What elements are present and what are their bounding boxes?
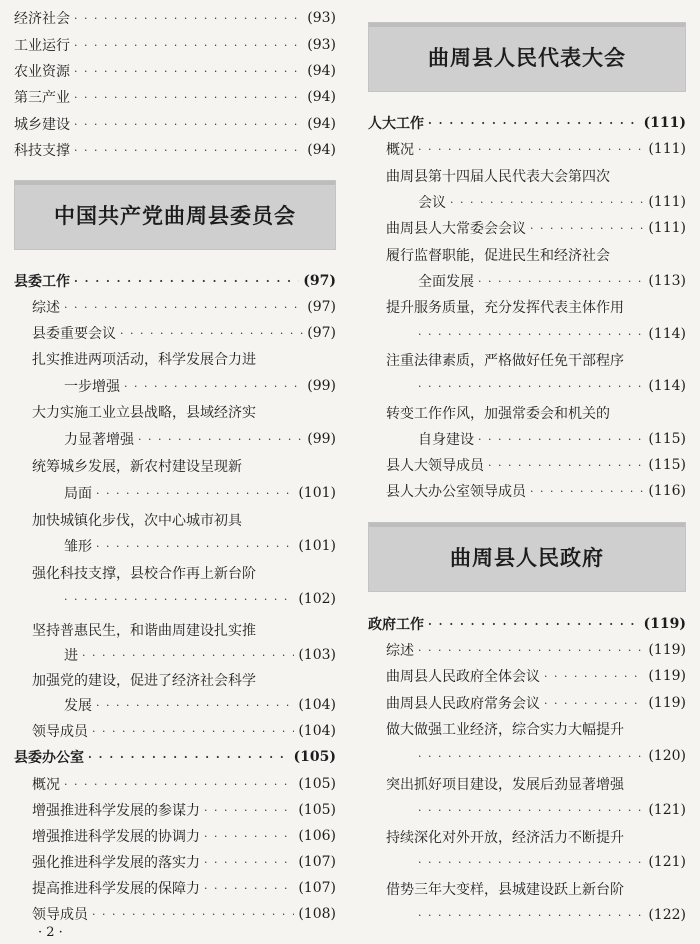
page-number: (114) (648, 378, 686, 394)
page-number: (97) (303, 273, 336, 289)
page-number: (94) (307, 116, 336, 132)
toc-entry[interactable] (368, 426, 686, 452)
leader-dots (418, 380, 644, 393)
page-number: (106) (298, 828, 336, 844)
toc-entry[interactable] (14, 533, 336, 559)
page-number: (103) (298, 647, 336, 663)
leader-dots (120, 327, 303, 340)
toc-entry[interactable] (14, 84, 336, 110)
entry-label: 县人大办公室领导成员 (386, 484, 526, 500)
page-number: (119) (648, 695, 686, 711)
page-number: (99) (307, 431, 336, 447)
leader-dots (488, 459, 644, 472)
leader-dots (478, 275, 644, 288)
page-number: (116) (648, 483, 686, 499)
toc-entry[interactable] (14, 426, 336, 452)
leader-dots (96, 699, 294, 712)
leader-dots (204, 856, 294, 869)
toc-section-heading[interactable] (368, 110, 686, 136)
leader-dots (544, 697, 644, 710)
page-number: (97) (307, 325, 336, 341)
leader-dots (418, 804, 644, 817)
toc-entry[interactable] (368, 743, 686, 769)
entry-label-line1[interactable]: 履行监督职能，促进民生和经济社会 (386, 248, 610, 264)
leader-dots (82, 649, 294, 662)
toc-entry[interactable] (14, 32, 336, 58)
toc-entry[interactable] (14, 5, 336, 31)
leader-dots (478, 433, 644, 446)
page-number-footer: · 2 · (38, 925, 63, 940)
page-number: (115) (648, 431, 686, 447)
toc-entry[interactable] (14, 137, 336, 163)
entry-label: 县人大领导成员 (386, 458, 484, 474)
entry-label-line2: 全面发展 (418, 274, 474, 290)
leader-dots (544, 670, 644, 683)
page-number: (115) (648, 457, 686, 473)
entry-label: 概况 (32, 777, 60, 793)
entry-label-line1[interactable]: 提升服务质量，充分发挥代表主体作用 (386, 300, 624, 316)
leader-dots (204, 882, 294, 895)
toc-entry[interactable] (368, 321, 686, 347)
section-title: 人大工作 (368, 116, 424, 132)
entry-label: 县委重要会议 (32, 326, 116, 342)
toc-entry[interactable] (14, 771, 336, 797)
toc-entry[interactable] (14, 320, 336, 346)
leader-dots (92, 725, 294, 738)
page-number: (94) (307, 142, 336, 158)
toc-entry[interactable] (368, 373, 686, 399)
entry-label-line2: 一步增强 (64, 379, 120, 395)
entry-label: 提高推进科学发展的保障力 (32, 881, 200, 897)
page-number: (108) (298, 906, 336, 922)
toc-entry[interactable] (368, 268, 686, 294)
section-title: 县委工作 (14, 274, 70, 290)
entry-label: 领导成员 (32, 907, 88, 923)
toc-entry[interactable] (14, 875, 336, 901)
entry-label-line2: 雏形 (64, 539, 92, 555)
page-number: (101) (298, 538, 336, 554)
leader-dots (74, 39, 303, 52)
toc-entry[interactable] (14, 111, 336, 137)
toc-entry[interactable] (14, 849, 336, 875)
entry-label: 城乡建设 (14, 117, 70, 133)
page-number: (113) (648, 273, 686, 289)
entry-label: 综述 (32, 300, 60, 316)
page-number: (121) (648, 802, 686, 818)
toc-entry[interactable] (368, 690, 686, 716)
toc-entry[interactable] (14, 294, 336, 320)
page-number: (119) (648, 642, 686, 658)
toc-entry[interactable] (368, 849, 686, 875)
page-number: (119) (643, 616, 686, 632)
page-number: (93) (307, 37, 336, 53)
leader-dots (74, 144, 303, 157)
leader-dots (418, 644, 644, 657)
toc-entry[interactable] (14, 642, 336, 668)
section-banner: 曲周县人民政府 (368, 522, 686, 592)
toc-entry[interactable] (368, 215, 686, 241)
entry-label-line1[interactable]: 扎实推进两项活动，科学发展合力进 (32, 352, 256, 368)
page-number: (107) (298, 854, 336, 870)
leader-dots (418, 856, 644, 869)
entry-label-line2: 会议 (418, 195, 446, 211)
leader-dots (74, 118, 303, 131)
leader-dots (530, 222, 644, 235)
page-number: (119) (648, 668, 686, 684)
section-title: 县委办公室 (14, 750, 84, 766)
entry-label-line2: 发展 (64, 698, 92, 714)
page-number: (101) (298, 485, 336, 501)
page-number: (104) (298, 723, 336, 739)
toc-section-heading[interactable] (368, 611, 686, 637)
toc-entry[interactable] (368, 189, 686, 215)
entry-label-line1[interactable]: 统筹城乡发展，新农村建设呈现新 (32, 459, 242, 475)
entry-label-line2: 自身建设 (418, 432, 474, 448)
page-number: (94) (307, 89, 336, 105)
entry-label: 综述 (386, 643, 414, 659)
page-number: (105) (298, 776, 336, 792)
entry-label-line1[interactable]: 强化科技支撑，县校合作再上新台阶 (32, 566, 256, 582)
page-number: (107) (298, 880, 336, 896)
entry-label-line1[interactable]: 持续深化对外开放，经济活力不断提升 (386, 830, 624, 846)
leader-dots (428, 618, 640, 631)
page-number: (111) (648, 194, 686, 210)
entry-label-line1[interactable]: 突出抓好项目建设，发展后劲显著增强 (386, 777, 624, 793)
toc-entry[interactable] (368, 663, 686, 689)
leader-dots (418, 328, 644, 341)
page-number: (111) (643, 115, 686, 131)
page-number: (111) (648, 141, 686, 157)
entry-label: 经济社会 (14, 11, 70, 27)
entry-label-line1[interactable]: 加快城镇化步伐，次中心城市初具 (32, 513, 242, 529)
entry-label: 农业资源 (14, 64, 70, 80)
leader-dots (418, 909, 644, 922)
entry-label: 曲周县人民政府全体会议 (386, 669, 540, 685)
entry-label: 第三产业 (14, 90, 70, 106)
entry-label-line2: 力显著增强 (64, 432, 134, 448)
leader-dots (204, 830, 294, 843)
entry-label: 科技支撑 (14, 143, 70, 159)
toc-entry[interactable] (14, 58, 336, 84)
entry-label: 概况 (386, 142, 414, 158)
entry-label-line1[interactable]: 加强党的建设，促进了经济社会科学 (32, 673, 256, 689)
leader-dots (64, 778, 294, 791)
toc-entry[interactable] (14, 480, 336, 506)
entry-label-line2: 进 (64, 648, 78, 664)
leader-dots (74, 12, 303, 25)
entry-label: 领导成员 (32, 724, 88, 740)
toc-entry[interactable] (368, 136, 686, 162)
page-number: (93) (307, 10, 336, 26)
entry-label: 曲周县人民政府常务会议 (386, 696, 540, 712)
leader-dots (428, 117, 640, 130)
entry-label: 强化推进科学发展的落实力 (32, 855, 200, 871)
leader-dots (450, 196, 644, 209)
toc-entry[interactable] (368, 902, 686, 928)
leader-dots (204, 804, 294, 817)
page-number: (104) (298, 697, 336, 713)
page-number: (102) (298, 591, 336, 607)
toc-entry[interactable] (14, 797, 336, 823)
leader-dots (530, 485, 644, 498)
entry-label: 工业运行 (14, 38, 70, 54)
entry-label: 增强推进科学发展的参谋力 (32, 803, 200, 819)
entry-label-line1[interactable]: 坚持普惠民生，和谐曲周建设扎实推 (32, 623, 256, 639)
toc-entry[interactable] (14, 692, 336, 718)
entry-label: 增强推进科学发展的协调力 (32, 829, 200, 845)
leader-dots (92, 908, 294, 921)
page-number: (120) (648, 748, 686, 764)
leader-dots (74, 91, 303, 104)
page-number: (105) (293, 749, 336, 765)
page-number: (105) (298, 802, 336, 818)
leader-dots (64, 301, 303, 314)
entry-label-line1[interactable]: 借势三年大变样，县城建设跃上新台阶 (386, 882, 624, 898)
toc-entry[interactable] (14, 718, 336, 744)
toc-entry[interactable] (368, 637, 686, 663)
section-banner: 曲周县人民代表大会 (368, 22, 686, 92)
section-banner: 中国共产党曲周县委员会 (14, 180, 336, 250)
page-number: (121) (648, 854, 686, 870)
toc-section-heading[interactable] (14, 744, 336, 770)
leader-dots (96, 540, 294, 553)
toc-entry[interactable] (14, 901, 336, 927)
entry-label-line1[interactable]: 注重法律素质，严格做好任免干部程序 (386, 353, 624, 369)
page-number: (122) (648, 907, 686, 923)
section-title: 政府工作 (368, 617, 424, 633)
leader-dots (418, 143, 644, 156)
leader-dots (124, 380, 303, 393)
entry-label-line1[interactable]: 做大做强工业经济，综合实力大幅提升 (386, 722, 624, 738)
page-number: (99) (307, 378, 336, 394)
entry-label-line1[interactable]: 曲周县第十四届人民代表大会第四次 (386, 169, 610, 185)
entry-label-line1[interactable]: 转变工作作风，加强常委会和机关的 (386, 406, 610, 422)
entry-label-line2: 局面 (64, 486, 92, 502)
leader-dots (96, 487, 294, 500)
entry-label-line1[interactable]: 大力实施工业立县战略，县域经济实 (32, 405, 256, 421)
page-number: (94) (307, 63, 336, 79)
leader-dots (64, 593, 294, 606)
leader-dots (74, 275, 299, 288)
leader-dots (418, 750, 644, 763)
toc-entry[interactable] (14, 373, 336, 399)
page-number: (114) (648, 326, 686, 342)
toc-entry[interactable] (368, 478, 686, 504)
leader-dots (74, 65, 303, 78)
toc-entry[interactable] (14, 586, 336, 612)
toc-section-heading[interactable] (14, 268, 336, 294)
page-number: (97) (307, 299, 336, 315)
toc-entry[interactable] (14, 823, 336, 849)
toc-entry[interactable] (368, 452, 686, 478)
entry-label: 曲周县人大常委会会议 (386, 221, 526, 237)
leader-dots (88, 751, 290, 764)
page-number: (111) (648, 220, 686, 236)
leader-dots (138, 433, 303, 446)
toc-entry[interactable] (368, 797, 686, 823)
